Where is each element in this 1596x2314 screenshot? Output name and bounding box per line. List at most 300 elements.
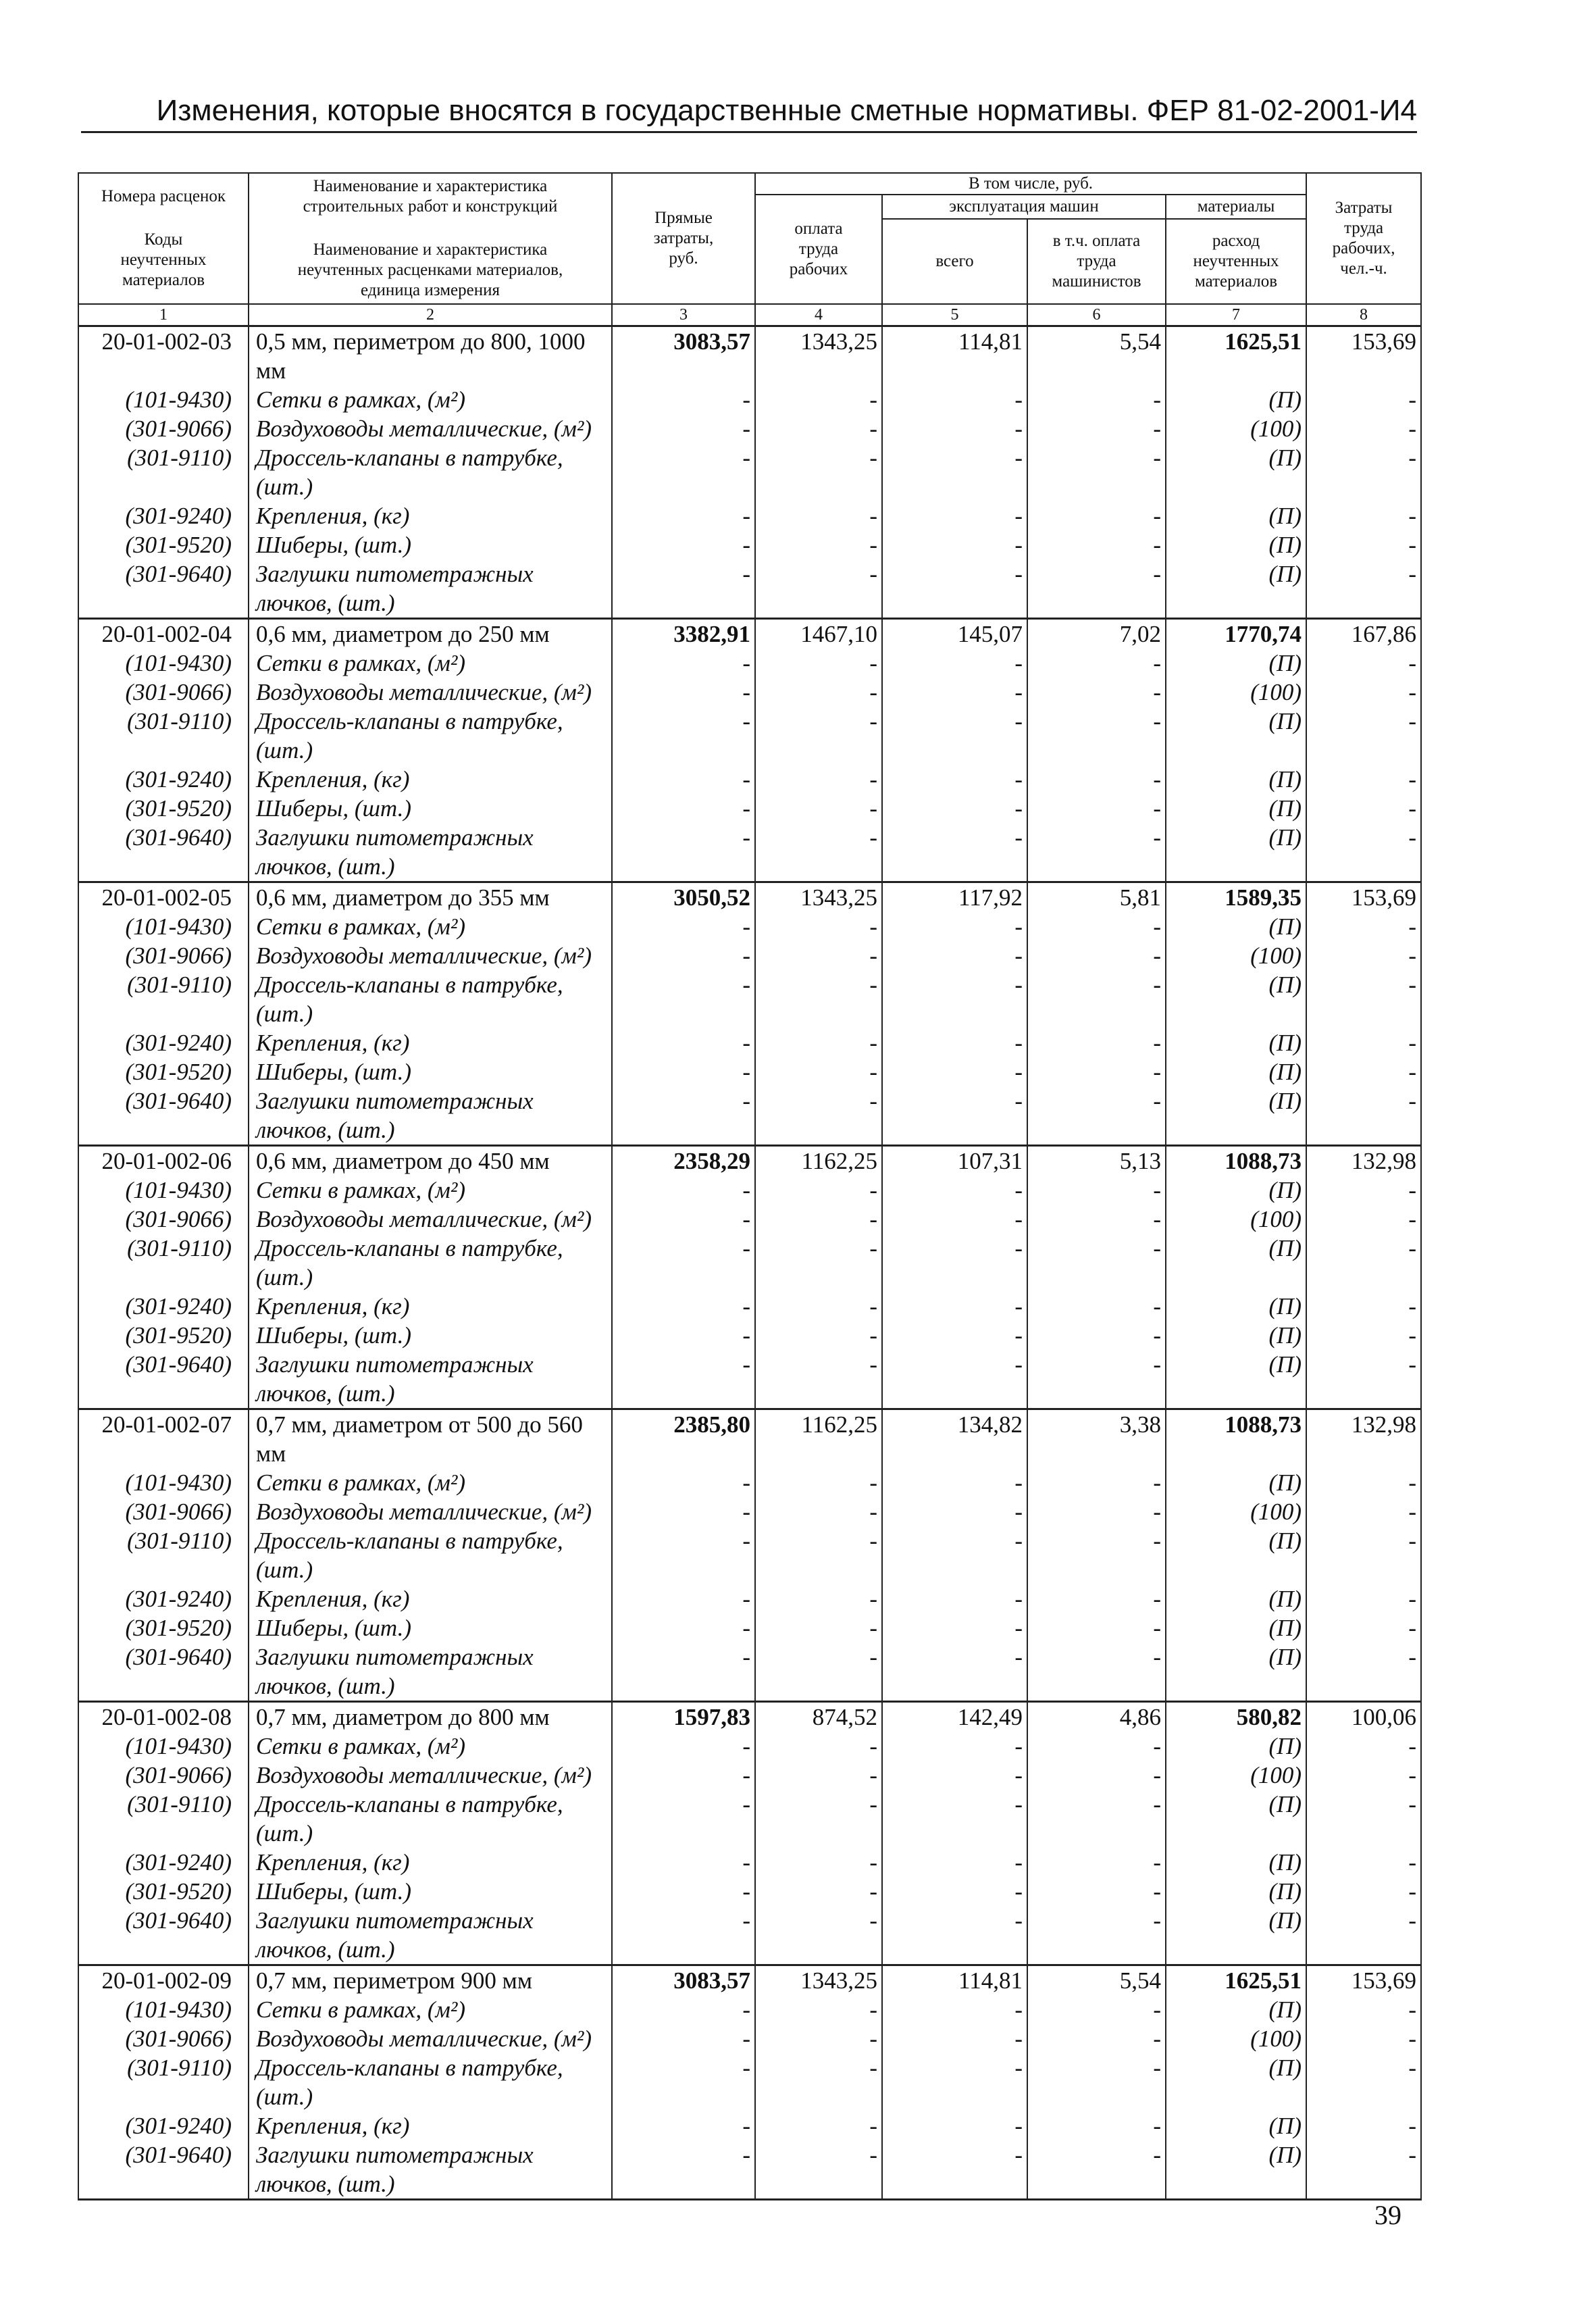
dash-cell: - [1306, 1205, 1421, 1234]
dash-cell: - [882, 1205, 1027, 1234]
material-code: (301-9640) [78, 1086, 249, 1146]
dash-cell: - [1306, 1526, 1421, 1584]
material-code: (301-9066) [78, 1761, 249, 1790]
labor-cost: 1343,25 [755, 1965, 882, 1996]
table-row [78, 619, 1421, 649]
material-consumption: (П) [1166, 912, 1306, 941]
material-name: Дроссель-клапаны в патрубке, (шт.) [249, 1790, 612, 1848]
dash-cell: - [612, 2024, 755, 2053]
dash-cell: - [882, 1497, 1027, 1526]
dash-cell: - [882, 707, 1027, 765]
dash-cell: - [882, 1761, 1027, 1790]
header-materials: материалы [1166, 195, 1306, 219]
dash-cell: - [612, 1642, 755, 1702]
dash-cell: - [882, 1906, 1027, 1965]
material-consumption: (П) [1166, 1234, 1306, 1292]
material-code: (301-9110) [78, 2053, 249, 2111]
material-name: Воздуховоды металлические, (м²) [249, 941, 612, 970]
material-consumption: (П) [1166, 1613, 1306, 1642]
dash-cell: - [1306, 2140, 1421, 2200]
dash-cell: - [1027, 1995, 1166, 2024]
material-code: (101-9430) [78, 912, 249, 941]
dash-cell: - [882, 1057, 1027, 1086]
dash-cell: - [1027, 912, 1166, 941]
material-name: Дроссель-клапаны в патрубке, (шт.) [249, 443, 612, 501]
dash-cell: - [1027, 1350, 1166, 1409]
material-consumption: (П) [1166, 1584, 1306, 1613]
list-item [78, 1350, 1421, 1409]
dash-cell: - [612, 530, 755, 559]
dash-cell: - [755, 1468, 882, 1497]
dash-cell: - [755, 1642, 882, 1702]
material-consumption: (П) [1166, 1028, 1306, 1057]
labor-cost: 1467,10 [755, 619, 882, 649]
header-num: 6 [1027, 304, 1166, 326]
header-col1-top: Номера расценок [101, 187, 226, 205]
dash-cell: - [612, 707, 755, 765]
dash-cell: - [612, 1790, 755, 1848]
dash-cell: - [612, 1526, 755, 1584]
material-code: (301-9640) [78, 2140, 249, 2200]
dash-cell: - [612, 1613, 755, 1642]
material-name: Сетки в рамках, (м²) [249, 1995, 612, 2024]
labor-cost: 1343,25 [755, 882, 882, 913]
dash-cell: - [1306, 1584, 1421, 1613]
dash-cell: - [1027, 1292, 1166, 1321]
list-item [78, 443, 1421, 501]
material-consumption: (П) [1166, 1321, 1306, 1350]
dash-cell: - [882, 2140, 1027, 2200]
dash-cell: - [882, 823, 1027, 882]
dash-cell: - [882, 794, 1027, 823]
material-code: (301-9110) [78, 970, 249, 1028]
dash-cell: - [612, 1848, 755, 1877]
material-name: Воздуховоды металлические, (м²) [249, 2024, 612, 2053]
material-code: (301-9520) [78, 1321, 249, 1350]
dash-cell: - [612, 501, 755, 530]
material-name: Дроссель-клапаны в патрубке, (шт.) [249, 2053, 612, 2111]
dash-cell: - [1306, 414, 1421, 443]
materials-cost: 1088,73 [1166, 1146, 1306, 1176]
machines-cost: 107,31 [882, 1146, 1027, 1176]
work-name: 0,5 мм, периметром до 800, 1000 мм [249, 326, 612, 386]
dash-cell: - [1027, 941, 1166, 970]
list-item [78, 649, 1421, 678]
material-code: (301-9640) [78, 1906, 249, 1965]
dash-cell: - [882, 501, 1027, 530]
dash-cell: - [755, 823, 882, 882]
dash-cell: - [1027, 1086, 1166, 1146]
material-name: Крепления, (кг) [249, 1292, 612, 1321]
dash-cell: - [1306, 443, 1421, 501]
dash-cell: - [755, 1057, 882, 1086]
header-num: 4 [755, 304, 882, 326]
list-item [78, 1176, 1421, 1205]
material-consumption: (П) [1166, 765, 1306, 794]
header-col6: в т.ч. оплата труда машинистов [1027, 219, 1166, 304]
dash-cell: - [882, 414, 1027, 443]
dash-cell: - [882, 1468, 1027, 1497]
material-consumption: (100) [1166, 414, 1306, 443]
material-consumption: (П) [1166, 823, 1306, 882]
dash-cell: - [755, 1350, 882, 1409]
dash-cell: - [755, 794, 882, 823]
list-item [78, 1205, 1421, 1234]
table-body [78, 326, 1421, 2200]
header-col1-bottom: Коды неучтенных материалов [120, 230, 207, 289]
dash-cell: - [612, 765, 755, 794]
material-consumption: (100) [1166, 678, 1306, 707]
material-code: (101-9430) [78, 1468, 249, 1497]
material-code: (301-9066) [78, 1205, 249, 1234]
dash-cell: - [1027, 1176, 1166, 1205]
list-item [78, 1584, 1421, 1613]
material-code: (301-9520) [78, 1613, 249, 1642]
dash-cell: - [612, 912, 755, 941]
dash-cell: - [755, 1526, 882, 1584]
material-code: (301-9110) [78, 1526, 249, 1584]
dash-cell: - [1027, 2024, 1166, 2053]
dash-cell: - [1306, 1613, 1421, 1642]
dash-cell: - [1027, 1526, 1166, 1584]
labor-hours: 153,69 [1306, 326, 1421, 386]
material-code: (301-9520) [78, 1877, 249, 1906]
dash-cell: - [755, 1321, 882, 1350]
header-col4: оплата труда рабочих [755, 195, 882, 304]
dash-cell: - [1027, 1057, 1166, 1086]
labor-cost: 1343,25 [755, 326, 882, 386]
dash-cell: - [1306, 1028, 1421, 1057]
list-item [78, 1526, 1421, 1584]
dash-cell: - [882, 1642, 1027, 1702]
dash-cell: - [755, 1848, 882, 1877]
material-code: (301-9520) [78, 1057, 249, 1086]
dash-cell: - [1306, 1497, 1421, 1526]
material-code: (301-9240) [78, 2111, 249, 2140]
material-consumption: (П) [1166, 559, 1306, 619]
list-item [78, 1995, 1421, 2024]
list-item [78, 970, 1421, 1028]
machines-cost: 114,81 [882, 326, 1027, 386]
material-consumption: (П) [1166, 385, 1306, 414]
dash-cell: - [1027, 559, 1166, 619]
dash-cell: - [612, 1086, 755, 1146]
material-name: Шиберы, (шт.) [249, 794, 612, 823]
dash-cell: - [1306, 941, 1421, 970]
labor-hours: 167,86 [1306, 619, 1421, 649]
dash-cell: - [1027, 707, 1166, 765]
dash-cell: - [1027, 530, 1166, 559]
dash-cell: - [1306, 1761, 1421, 1790]
material-consumption: (П) [1166, 1526, 1306, 1584]
dash-cell: - [882, 1321, 1027, 1350]
dash-cell: - [612, 1584, 755, 1613]
material-consumption: (П) [1166, 1350, 1306, 1409]
dash-cell: - [1027, 2053, 1166, 2111]
labor-hours: 132,98 [1306, 1409, 1421, 1469]
table-row [78, 882, 1421, 913]
material-name: Заглушки питометражных лючков, (шт.) [249, 1350, 612, 1409]
material-consumption: (П) [1166, 1086, 1306, 1146]
dash-cell: - [882, 1848, 1027, 1877]
material-consumption: (П) [1166, 2053, 1306, 2111]
material-name: Крепления, (кг) [249, 2111, 612, 2140]
material-consumption: (100) [1166, 1761, 1306, 1790]
material-name: Сетки в рамках, (м²) [249, 1468, 612, 1497]
machinists-cost: 3,38 [1027, 1409, 1166, 1469]
material-consumption: (П) [1166, 530, 1306, 559]
dash-cell: - [612, 1321, 755, 1350]
dash-cell: - [755, 1176, 882, 1205]
dash-cell: - [882, 1526, 1027, 1584]
dash-cell: - [755, 414, 882, 443]
dash-cell: - [1027, 794, 1166, 823]
direct-cost: 3083,57 [612, 1965, 755, 1996]
dash-cell: - [882, 2111, 1027, 2140]
materials-cost: 1770,74 [1166, 619, 1306, 649]
dash-cell: - [755, 530, 882, 559]
dash-cell: - [882, 1176, 1027, 1205]
material-name: Заглушки питометражных лючков, (шт.) [249, 559, 612, 619]
dash-cell: - [882, 1584, 1027, 1613]
dash-cell: - [882, 912, 1027, 941]
dash-cell: - [755, 912, 882, 941]
table-head [78, 173, 1421, 326]
work-name: 0,7 мм, периметром 900 мм [249, 1965, 612, 1996]
dash-cell: - [882, 765, 1027, 794]
dash-cell: - [612, 1234, 755, 1292]
dash-cell: - [612, 2111, 755, 2140]
dash-cell: - [755, 707, 882, 765]
dash-cell: - [612, 970, 755, 1028]
labor-hours: 153,69 [1306, 1965, 1421, 1996]
material-code: (301-9240) [78, 1584, 249, 1613]
dash-cell: - [755, 1028, 882, 1057]
list-item [78, 1028, 1421, 1057]
material-consumption: (100) [1166, 941, 1306, 970]
dash-cell: - [755, 559, 882, 619]
dash-cell: - [612, 1761, 755, 1790]
materials-cost: 580,82 [1166, 1702, 1306, 1732]
material-name: Сетки в рамках, (м²) [249, 1732, 612, 1761]
material-name: Заглушки питометражных лючков, (шт.) [249, 823, 612, 882]
dash-cell: - [882, 970, 1027, 1028]
dash-cell: - [1306, 2053, 1421, 2111]
dash-cell: - [1027, 1732, 1166, 1761]
dash-cell: - [1027, 385, 1166, 414]
material-name: Дроссель-клапаны в патрубке, (шт.) [249, 970, 612, 1028]
dash-cell: - [1306, 823, 1421, 882]
dash-cell: - [612, 2053, 755, 2111]
list-item [78, 559, 1421, 619]
rate-code: 20-01-002-09 [78, 1965, 249, 1996]
material-name: Сетки в рамках, (м²) [249, 385, 612, 414]
dash-cell: - [1027, 649, 1166, 678]
dash-cell: - [1027, 1906, 1166, 1965]
material-consumption: (П) [1166, 649, 1306, 678]
table-row [78, 1702, 1421, 1732]
list-item [78, 765, 1421, 794]
dash-cell: - [1306, 1234, 1421, 1292]
material-consumption: (П) [1166, 707, 1306, 765]
dash-cell: - [755, 1761, 882, 1790]
machinists-cost: 4,86 [1027, 1702, 1166, 1732]
dash-cell: - [1306, 1350, 1421, 1409]
header-num: 3 [612, 304, 755, 326]
table-row [78, 326, 1421, 386]
material-code: (301-9066) [78, 1497, 249, 1526]
dash-cell: - [882, 1350, 1027, 1409]
header-col2-top: Наименование и характеристика строительных работ и конструкций [303, 177, 558, 216]
direct-cost: 3382,91 [612, 619, 755, 649]
material-code: (301-9240) [78, 1848, 249, 1877]
dash-cell: - [612, 414, 755, 443]
dash-cell: - [755, 2140, 882, 2200]
header-col1 [78, 173, 249, 304]
dash-cell: - [882, 1292, 1027, 1321]
material-name: Воздуховоды металлические, (м²) [249, 1497, 612, 1526]
dash-cell: - [755, 1613, 882, 1642]
header-num: 7 [1166, 304, 1306, 326]
dash-cell: - [1306, 501, 1421, 530]
dash-cell: - [1027, 1790, 1166, 1848]
dash-cell: - [882, 559, 1027, 619]
dash-cell: - [755, 649, 882, 678]
list-item [78, 2140, 1421, 2200]
dash-cell: - [882, 1995, 1027, 2024]
material-consumption: (П) [1166, 970, 1306, 1028]
material-consumption: (П) [1166, 1057, 1306, 1086]
dash-cell: - [612, 1497, 755, 1526]
list-item [78, 1497, 1421, 1526]
dash-cell: - [612, 1732, 755, 1761]
dash-cell: - [755, 941, 882, 970]
list-item [78, 530, 1421, 559]
header-col5: всего [882, 219, 1027, 304]
material-name: Шиберы, (шт.) [249, 1321, 612, 1350]
dash-cell: - [1306, 1321, 1421, 1350]
dash-cell: - [755, 1995, 882, 2024]
dash-cell: - [882, 443, 1027, 501]
dash-cell: - [755, 765, 882, 794]
material-name: Крепления, (кг) [249, 501, 612, 530]
dash-cell: - [612, 385, 755, 414]
material-code: (101-9430) [78, 649, 249, 678]
dash-cell: - [1027, 501, 1166, 530]
dash-cell: - [755, 1292, 882, 1321]
list-item [78, 1848, 1421, 1877]
list-item [78, 501, 1421, 530]
dash-cell: - [755, 1732, 882, 1761]
dash-cell: - [1306, 794, 1421, 823]
dash-cell: - [755, 501, 882, 530]
material-name: Дроссель-клапаны в патрубке, (шт.) [249, 707, 612, 765]
material-code: (301-9240) [78, 765, 249, 794]
dash-cell: - [1306, 1995, 1421, 2024]
rate-code: 20-01-002-08 [78, 1702, 249, 1732]
materials-cost: 1625,51 [1166, 1965, 1306, 1996]
list-item [78, 1321, 1421, 1350]
dash-cell: - [1306, 1732, 1421, 1761]
list-item [78, 1790, 1421, 1848]
labor-hours: 153,69 [1306, 882, 1421, 913]
dash-cell: - [1306, 707, 1421, 765]
machines-cost: 142,49 [882, 1702, 1027, 1732]
list-item [78, 2053, 1421, 2111]
list-item [78, 1057, 1421, 1086]
dash-cell: - [612, 794, 755, 823]
material-name: Дроссель-клапаны в патрубке, (шт.) [249, 1526, 612, 1584]
dash-cell: - [1027, 1028, 1166, 1057]
material-code: (301-9640) [78, 823, 249, 882]
material-code: (101-9430) [78, 1732, 249, 1761]
material-name: Заглушки питометражных лючков, (шт.) [249, 1906, 612, 1965]
work-name: 0,7 мм, диаметром от 500 до 560 мм [249, 1409, 612, 1469]
dash-cell: - [612, 678, 755, 707]
material-name: Крепления, (кг) [249, 1028, 612, 1057]
material-name: Сетки в рамках, (м²) [249, 649, 612, 678]
list-item [78, 794, 1421, 823]
list-item [78, 1292, 1421, 1321]
dash-cell: - [755, 1234, 882, 1292]
material-consumption: (П) [1166, 501, 1306, 530]
norms-table [78, 172, 1422, 2200]
direct-cost: 3083,57 [612, 326, 755, 386]
dash-cell: - [1306, 1292, 1421, 1321]
list-item [78, 1468, 1421, 1497]
list-item [78, 414, 1421, 443]
material-name: Воздуховоды металлические, (м²) [249, 1761, 612, 1790]
dash-cell: - [1306, 2111, 1421, 2140]
material-consumption: (П) [1166, 1877, 1306, 1906]
list-item [78, 2024, 1421, 2053]
work-name: 0,6 мм, диаметром до 355 мм [249, 882, 612, 913]
work-name: 0,6 мм, диаметром до 450 мм [249, 1146, 612, 1176]
machines-cost: 145,07 [882, 619, 1027, 649]
dash-cell: - [882, 385, 1027, 414]
rate-code: 20-01-002-03 [78, 326, 249, 386]
dash-cell: - [1027, 1321, 1166, 1350]
header-col8: Затраты труда рабочих, чел.-ч. [1306, 173, 1421, 304]
dash-cell: - [882, 1086, 1027, 1146]
material-code: (301-9520) [78, 530, 249, 559]
material-consumption: (П) [1166, 1176, 1306, 1205]
work-name: 0,6 мм, диаметром до 250 мм [249, 619, 612, 649]
list-item [78, 678, 1421, 707]
dash-cell: - [612, 1176, 755, 1205]
labor-cost: 1162,25 [755, 1409, 882, 1469]
machines-cost: 114,81 [882, 1965, 1027, 1996]
dash-cell: - [1027, 823, 1166, 882]
dash-cell: - [1306, 1057, 1421, 1086]
header-col2-bottom: Наименование и характеристика неучтенных расценками материалов, единица измерения [297, 241, 563, 299]
material-name: Заглушки питометражных лючков, (шт.) [249, 1642, 612, 1702]
material-name: Воздуховоды металлические, (м²) [249, 1205, 612, 1234]
dash-cell: - [612, 1292, 755, 1321]
material-code: (301-9110) [78, 443, 249, 501]
dash-cell: - [1306, 1877, 1421, 1906]
dash-cell: - [1306, 912, 1421, 941]
material-consumption: (П) [1166, 1292, 1306, 1321]
list-item [78, 385, 1421, 414]
labor-cost: 1162,25 [755, 1146, 882, 1176]
dash-cell: - [1027, 1613, 1166, 1642]
material-consumption: (П) [1166, 1906, 1306, 1965]
material-consumption: (П) [1166, 1790, 1306, 1848]
material-code: (101-9430) [78, 1995, 249, 2024]
dash-cell: - [755, 1497, 882, 1526]
dash-cell: - [755, 1205, 882, 1234]
